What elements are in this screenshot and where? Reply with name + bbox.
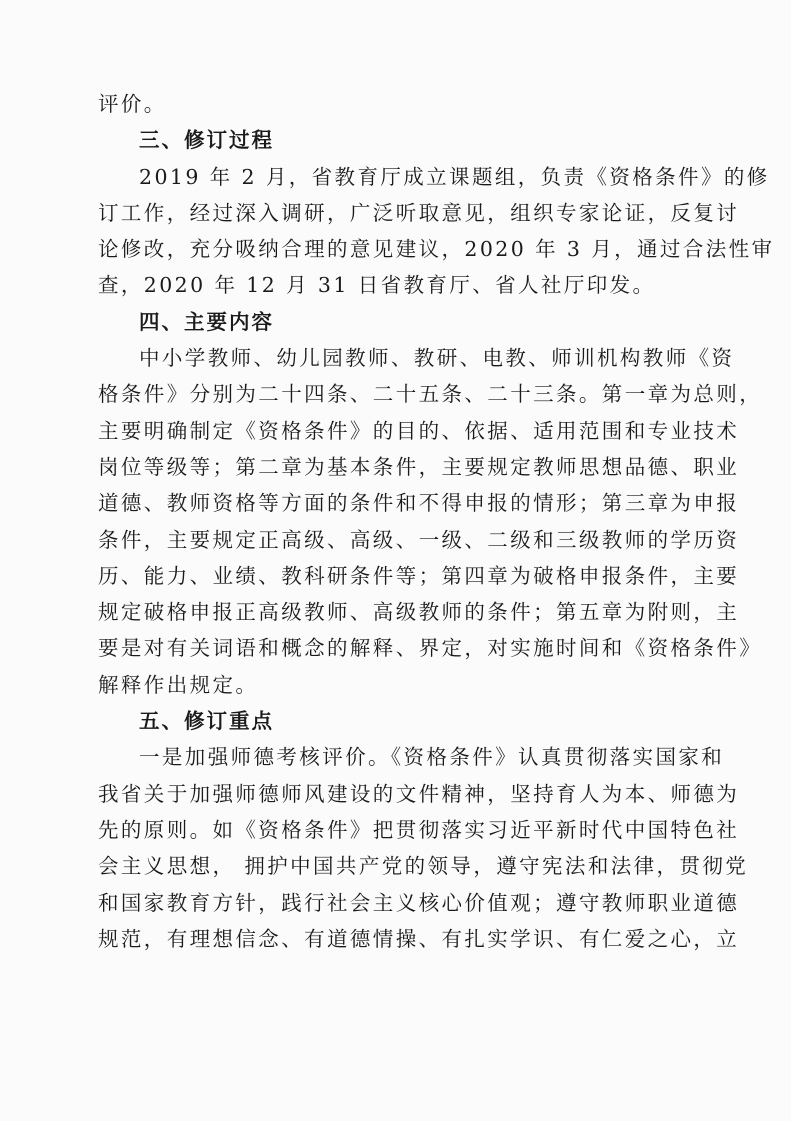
paragraph-line: 历、能力、业绩、教科研条件等；第四章为破格申报条件，主要 [98,563,740,588]
paragraph-line: 订工作，经过深入调研，广泛听取意见，组织专家论证，反复讨 [98,200,740,225]
paragraph-line: 一是加强师德考核评价。《资格条件》认真贯彻落实国家和 [139,745,725,770]
paragraph-line: 中小学教师、幼儿园教师、教研、电教、师训机构教师《资 [139,346,735,371]
paragraph-line: 规范，有理想信念、有道德情操、有扎实学识、有仁爱之心，立 [98,926,740,951]
section-heading-revision-process: 三、修订过程 [139,128,274,153]
paragraph-line: 我省关于加强师德师风建设的文件精神，坚持育人为本、师德为 [98,781,740,806]
paragraph-line: 岗位等级等；第二章为基本条件，主要规定教师思想品德、职业 [98,454,740,479]
paragraph-line: 会主义思想， 拥护中国共产党的领导，遵守宪法和法律，贯彻党 [98,854,749,879]
section-heading-revision-focus: 五、修订重点 [139,709,274,734]
section-heading-main-content: 四、主要内容 [139,309,274,334]
paragraph-line: 论修改，充分吸纳合理的意见建议，2020 年 3 月，通过合法性审 [98,237,775,262]
paragraph-line: 主要明确制定《资格条件》的目的、依据、适用范围和专业技术 [98,418,740,443]
paragraph-line: 规定破格申报正高级教师、高级教师的条件；第五章为附则，主 [98,600,740,625]
paragraph-line: 格条件》分别为二十四条、二十五条、二十三条。第一章为总则， [98,382,763,407]
paragraph-line: 和国家教育方针，践行社会主义核心价值观；遵守教师职业道德 [98,890,740,915]
paragraph-line: 条件，主要规定正高级、高级、一级、二级和三级教师的学历资 [98,527,740,552]
paragraph-line: 要是对有关词语和概念的解释、界定，对实施时间和《资格条件》 [98,636,763,661]
paragraph-line: 解释作出规定。 [98,672,259,697]
paragraph-line: 先的原则。如《资格条件》把贯彻落实习近平新时代中国特色社 [98,817,740,842]
paragraph-line: 评价。 [98,92,167,116]
paragraph-line: 2019 年 2 月，省教育厅成立课题组，负责《资格条件》的修 [139,164,770,189]
paragraph-line: 查，2020 年 12 月 31 日省教育厅、省人社厅印发。 [98,273,656,298]
paragraph-line: 道德、教师资格等方面的条件和不得申报的情形；第三章为申报 [98,491,740,516]
document-body [98,86,775,957]
